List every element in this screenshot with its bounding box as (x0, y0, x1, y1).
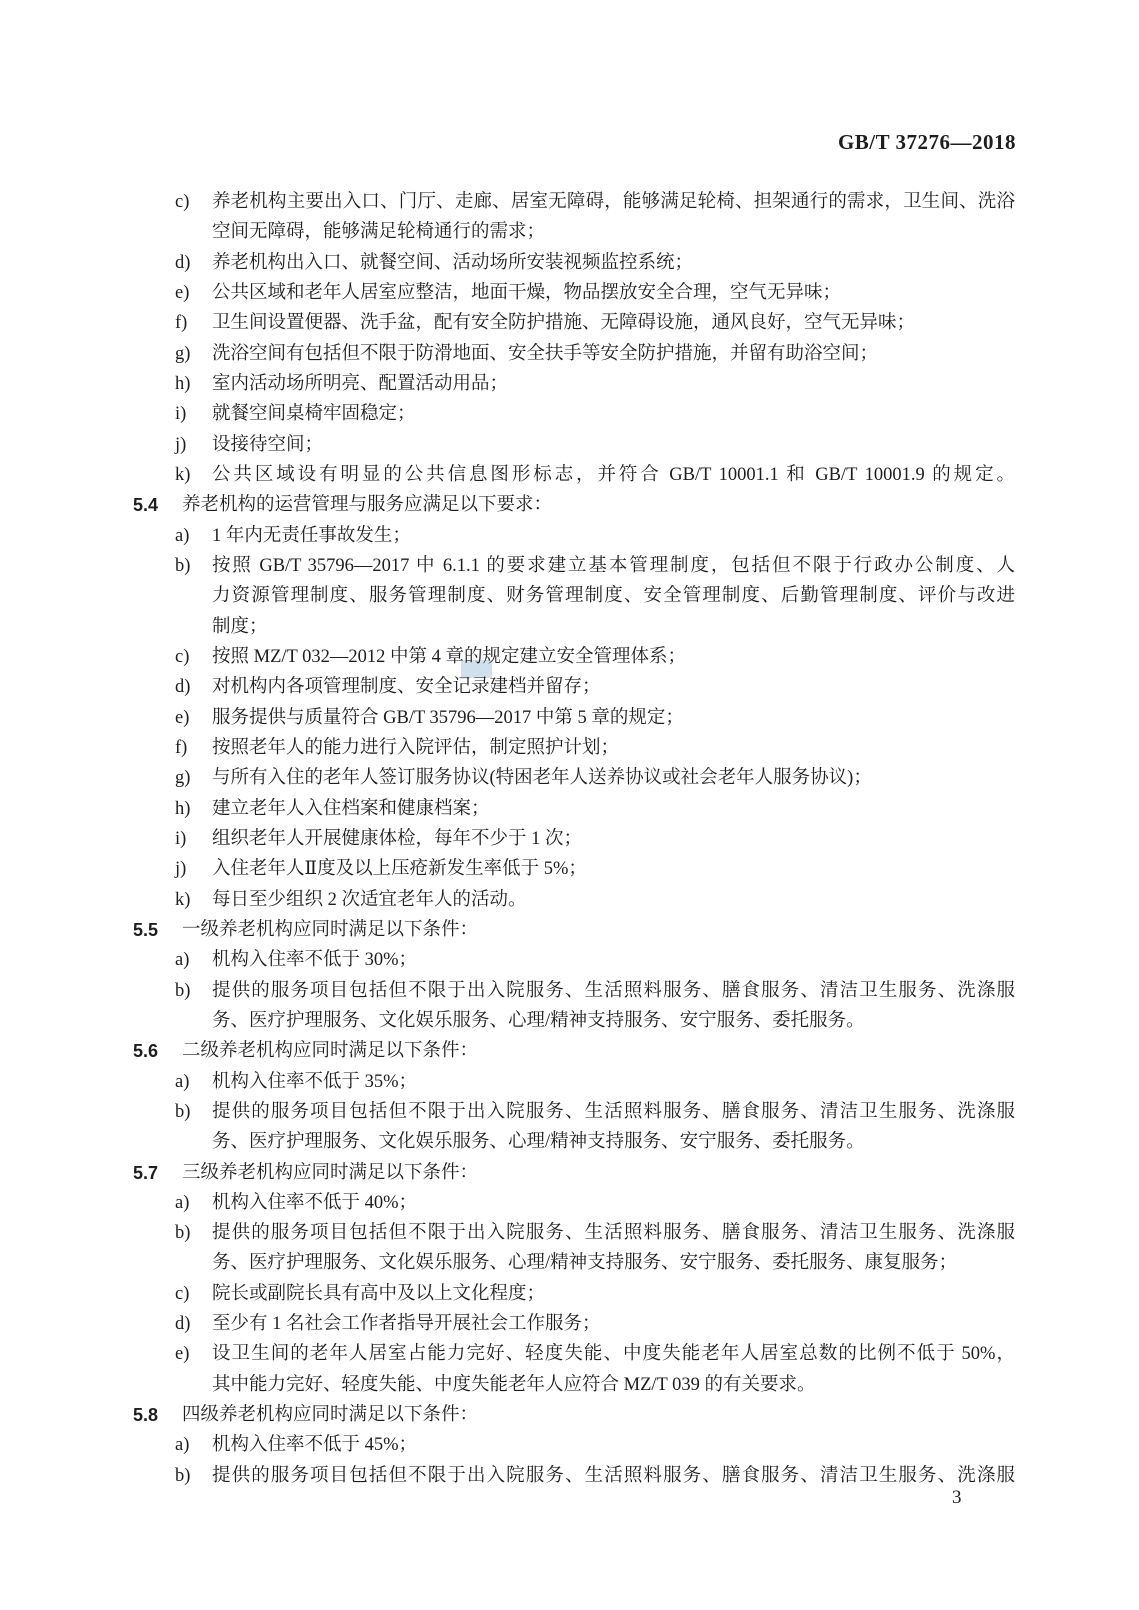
list-marker: d) (175, 677, 191, 698)
list-marker: a) (175, 950, 190, 971)
text-line (0, 976, 1139, 1006)
section-number: 5.6 (133, 1041, 159, 1062)
list-item-text: 组织老年人开展健康体检，每年不少于 1 次； (212, 828, 583, 849)
list-item-continuation: 务、医疗护理服务、文化娱乐服务、心理/精神支持服务、安宁服务、委托服务。 (212, 1132, 865, 1153)
list-item-text: 公共区域设有明显的公共信息图形标志，并符合 GB/T 10001.1 和 GB/T 10001.9 的规定。 (212, 464, 1015, 485)
list-item-text: 养老机构主要出入口、门厅、走廊、居室无障碍，能够满足轮椅、担架通行的需求，卫生间、洗浴 (212, 192, 1015, 212)
text-line (0, 1067, 1139, 1097)
list-item-text: 提供的服务项目包括但不限于出入院服务、生活照料服务、膳食服务、清洁卫生服务、洗涤服 (212, 1465, 1015, 1486)
list-item-text: 设卫生间的老年人居室占能力完好、轻度失能、中度失能老年人居室总数的比例不低于 50%， (212, 1344, 1015, 1365)
text-line (0, 248, 1139, 278)
list-item-text: 提供的服务项目包括但不限于出入院服务、生活照料服务、膳食服务、清洁卫生服务、洗涤服 (212, 1101, 1015, 1122)
list-item-text: 按照 GB/T 35796—2017 中 6.1.1 的要求建立基本管理制度，包括但不限于行政办公制度、人 (212, 555, 1015, 576)
text-line (0, 460, 1139, 490)
text-line (0, 672, 1139, 702)
text-line (0, 1370, 1139, 1400)
text-line (0, 1097, 1139, 1127)
text-line (0, 885, 1139, 915)
section-number: 5.8 (133, 1405, 159, 1426)
list-item-continuation: 力资源管理制度、服务管理制度、财务管理制度、安全管理制度、后勤管理制度、评价与改进 (212, 586, 1015, 607)
list-marker: f) (175, 313, 188, 334)
section-number: 5.4 (133, 495, 159, 516)
text-line (0, 187, 1139, 217)
list-item-text: 养老机构出入口、就餐空间、活动场所安装视频监控系统； (212, 252, 694, 273)
list-marker: b) (175, 1465, 191, 1486)
list-item-continuation: 务、医疗护理服务、文化娱乐服务、心理/精神支持服务、安宁服务、委托服务。 (212, 1010, 865, 1031)
list-item-text: 对机构内各项管理制度、安全记录建档并留存； (212, 677, 601, 698)
list-item-continuation: 空间无障碍，能够满足轮椅通行的需求； (212, 222, 546, 243)
section-heading-line (0, 915, 1139, 945)
text-line (0, 1218, 1139, 1248)
list-item-text: 提供的服务项目包括但不限于出入院服务、生活照料服务、膳食服务、清洁卫生服务、洗涤服 (212, 1223, 1015, 1244)
list-marker: b) (175, 555, 191, 576)
list-marker: j) (175, 434, 187, 455)
text-line (0, 430, 1139, 460)
list-marker: h) (175, 373, 191, 394)
list-marker: a) (175, 1192, 190, 1213)
text-line (0, 1430, 1139, 1460)
section-heading-line (0, 490, 1139, 520)
list-marker: c) (175, 646, 190, 667)
section-heading-line (0, 1158, 1139, 1188)
list-item-text: 就餐空间桌椅牢固稳定； (212, 404, 416, 425)
text-line (0, 339, 1139, 369)
section-number: 5.5 (133, 919, 159, 940)
section-heading-line (0, 1036, 1139, 1066)
list-marker: a) (175, 1435, 190, 1456)
text-line (0, 794, 1139, 824)
text-line (0, 1188, 1139, 1218)
text-line (0, 1248, 1139, 1278)
text-line (0, 612, 1139, 642)
document-body (0, 187, 1139, 1491)
list-item-text: 院长或副院长具有高中及以上文化程度； (212, 1283, 546, 1304)
list-marker: i) (175, 404, 187, 425)
section-title: 养老机构的运营管理与服务应满足以下要求： (182, 495, 553, 516)
list-marker: i) (175, 828, 187, 849)
list-marker: k) (175, 464, 191, 485)
text-line (0, 1127, 1139, 1157)
text-line (0, 945, 1139, 975)
list-item-text: 设接待空间； (212, 434, 324, 455)
section-title: 二级养老机构应同时满足以下条件： (182, 1041, 479, 1062)
list-marker: e) (175, 1344, 190, 1365)
list-marker: g) (175, 343, 191, 364)
text-line (0, 278, 1139, 308)
list-item-text: 按照老年人的能力进行入院评估，制定照护计划； (212, 737, 620, 758)
list-item-continuation: 制度； (212, 616, 268, 637)
document-code: GB/T 37276—2018 (837, 130, 1016, 154)
list-item-text: 建立老年人入住档案和健康档案； (212, 798, 490, 819)
list-item-text: 机构入住率不低于 40%； (212, 1192, 418, 1213)
text-line (0, 217, 1139, 247)
list-marker: k) (175, 889, 191, 910)
list-item-text: 1 年内无责任事故发生； (212, 525, 411, 546)
list-item-text: 机构入住率不低于 30%； (212, 950, 418, 971)
list-marker: b) (175, 1223, 191, 1244)
section-heading-line (0, 1400, 1139, 1430)
section-number: 5.7 (133, 1162, 159, 1183)
text-line (0, 642, 1139, 672)
text-line (0, 581, 1139, 611)
text-line (0, 703, 1139, 733)
list-item-text: 室内活动场所明亮、配置活动用品； (212, 373, 509, 394)
text-line (0, 308, 1139, 338)
list-marker: d) (175, 252, 191, 273)
text-line (0, 1279, 1139, 1309)
text-line (0, 1339, 1139, 1369)
list-item-text: 入住老年人Ⅱ度及以上压疮新发生率低于 5%； (212, 859, 587, 880)
list-marker: c) (175, 1283, 190, 1304)
list-marker: a) (175, 525, 190, 546)
list-marker: b) (175, 1101, 191, 1122)
list-marker: b) (175, 980, 191, 1001)
text-line (0, 1461, 1139, 1491)
text-line (0, 551, 1139, 581)
text-line (0, 369, 1139, 399)
section-title: 四级养老机构应同时满足以下条件： (182, 1405, 479, 1426)
list-item-text: 至少有 1 名社会工作者指导开展社会工作服务； (212, 1314, 601, 1335)
list-item-continuation: 务、医疗护理服务、文化娱乐服务、心理/精神支持服务、安宁服务、委托服务、康复服务； (212, 1253, 958, 1274)
list-item-text: 机构入住率不低于 35%； (212, 1071, 418, 1092)
list-item-text: 洗浴空间有包括但不限于防滑地面、安全扶手等安全防护措施，并留有助浴空间； (212, 343, 879, 364)
section-title: 一级养老机构应同时满足以下条件： (182, 919, 479, 940)
list-item-text: 服务提供与质量符合 GB/T 35796—2017 中第 5 章的规定； (212, 707, 684, 728)
list-marker: j) (175, 859, 187, 880)
list-marker: d) (175, 1314, 191, 1335)
list-marker: h) (175, 798, 191, 819)
list-item-text: 卫生间设置便器、洗手盆，配有安全防护措施、无障碍设施，通风良好，空气无异味； (212, 313, 916, 334)
list-item-text: 提供的服务项目包括但不限于出入院服务、生活照料服务、膳食服务、清洁卫生服务、洗涤服 (212, 980, 1015, 1001)
text-line (0, 1309, 1139, 1339)
text-line (0, 521, 1139, 551)
list-marker: g) (175, 768, 191, 789)
text-line (0, 733, 1139, 763)
list-item-continuation: 其中能力完好、轻度失能、中度失能老年人应符合 MZ/T 039 的有关要求。 (212, 1374, 816, 1395)
list-marker: e) (175, 282, 190, 303)
list-marker: f) (175, 737, 188, 758)
page-number: 3 (952, 1487, 962, 1508)
list-marker: a) (175, 1071, 190, 1092)
list-marker: c) (175, 192, 190, 212)
text-line (0, 763, 1139, 793)
text-line (0, 854, 1139, 884)
list-marker: e) (175, 707, 190, 728)
list-item-text: 机构入住率不低于 45%； (212, 1435, 418, 1456)
text-line (0, 824, 1139, 854)
text-line (0, 1006, 1139, 1036)
section-title: 三级养老机构应同时满足以下条件： (182, 1162, 479, 1183)
list-item-text: 按照 MZ/T 032—2012 中第 4 章的规定建立安全管理体系； (212, 646, 686, 667)
list-item-text: 与所有入住的老年人签订服务协议(特困老年人送养协议或社会老年人服务协议)； (212, 768, 872, 789)
text-line (0, 399, 1139, 429)
list-item-text: 公共区域和老年人居室应整洁，地面干燥，物品摆放安全合理，空气无异味； (212, 282, 842, 303)
list-item-text: 每日至少组织 2 次适宜老年人的活动。 (212, 889, 527, 910)
